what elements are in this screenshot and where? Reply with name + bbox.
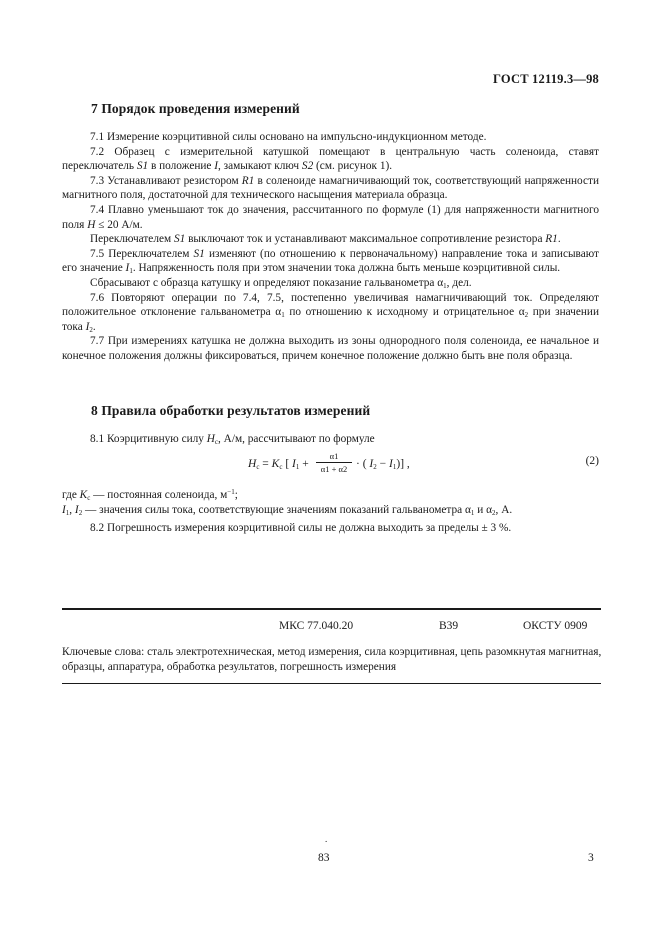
paragraph-7-1: 7.1 Измерение коэрцитивной силы основано на импульсно-индукционном методе. bbox=[90, 131, 487, 143]
fraction-denominator: α1 + α2 bbox=[320, 464, 348, 474]
formula-fraction bbox=[315, 451, 353, 474]
fraction-bar bbox=[316, 462, 352, 463]
paragraph-7-2: 7.2 Образец с измерительной катушкой помещают в центральную часть соленоида, ставят переключатель S1 в положение I, замыкают ключ S2 (см. рисунок 1). bbox=[62, 145, 599, 173]
formula-left-part: $H_c = K_c$ [ $I_1$ + bbox=[248, 458, 309, 471]
paragraph-7-4: 7.4 Плавно уменьшают ток до значения, рассчитанного по формуле (1) для напряженности магнитного поля H ≤ 20 А/м. bbox=[62, 203, 599, 231]
divider-bottom bbox=[62, 683, 601, 684]
equation-number: (2) bbox=[585, 455, 599, 467]
mks-code: МКС 77.040.20 bbox=[279, 620, 354, 632]
page-mark-dot: . bbox=[325, 834, 328, 844]
section-7-title: 7 Порядок проведения измерений bbox=[91, 101, 300, 116]
paragraph-7-5-cont: Сбрасывают с образца катушку и определяют показание гальванометра $\alpha_1$, дел. bbox=[90, 276, 472, 290]
document-code: ГОСТ 12119.3—98 bbox=[493, 72, 599, 86]
category-code: В39 bbox=[439, 620, 459, 632]
paragraph-7-5: 7.5 Переключателем S1 изменяют (по отношению к первоначальному) направление тока и записывают его значение $I_1$. Напряженность поля при этом значении тока должна быть меньше коэрцитивной силы. bbox=[62, 247, 599, 276]
formula-coercive-force bbox=[248, 451, 428, 481]
fraction-numerator: α1 bbox=[329, 451, 339, 461]
paragraph-8-1: 8.1 Коэрцитивную силу $H_c$, А/м, рассчитывают по формуле bbox=[90, 433, 375, 446]
definition-kc: где $K_c$ — постоянная соленоида, $м^{-1}$; bbox=[62, 488, 238, 502]
section-8-body bbox=[62, 432, 599, 447]
section-8-title: 8 Правила обработки результатов измерений bbox=[91, 403, 371, 418]
paragraph-7-7: 7.7 При измерениях катушка не должна выходить из зоны однородного поля соленоида, ее начальное и конечное положения должны фиксироваться, причем конечное положение должно быть вне поля образца. bbox=[62, 335, 599, 362]
paragraph-8-2: 8.2 Погрешность измерения коэрцитивной силы не должна выходить за пределы ± 3 %. bbox=[90, 522, 512, 534]
formula-right-part: · ( $I_2 - I_1$)] , bbox=[356, 458, 410, 471]
page-number-right: 3 bbox=[588, 852, 594, 864]
formula-definitions bbox=[62, 488, 602, 517]
page-number-center: 83 bbox=[318, 852, 330, 864]
section-7-body bbox=[62, 130, 599, 364]
paragraph-7-3: 7.3 Устанавливают резистором R1 в соленоиде намагничивающий ток, соответствующий напряженности магнитного поля, достаточной для технического насыщения материала образца. bbox=[62, 174, 599, 202]
definition-currents: $I_1$, $I_2$ — значения силы тока, соответствующие значениям показаний гальванометра $\alpha_1$ и $\alpha_2$, А. bbox=[62, 503, 513, 517]
paragraph-7-6: 7.6 Повторяют операции по 7.4, 7.5, постепенно увеличивая намагничивающий ток. Определяют положительное отклонение гальванометра $\alpha_1$ по отношению к исходному и отрицательное $\alpha_2$ при значении тока $I_2$. bbox=[62, 291, 600, 334]
paragraph-7-4-cont: Переключателем S1 выключают ток и устанавливают максимальное сопротивление резистора R1. bbox=[90, 233, 561, 246]
divider-top bbox=[62, 608, 601, 610]
keywords: Ключевые слова: сталь электротехническая, метод измерения, сила коэрцитивная, цепь разомкнутая магнитная, образцы, аппаратура, обработка результатов, погрешность измерения bbox=[62, 646, 602, 673]
okstu-code: ОКСТУ 0909 bbox=[523, 620, 588, 632]
